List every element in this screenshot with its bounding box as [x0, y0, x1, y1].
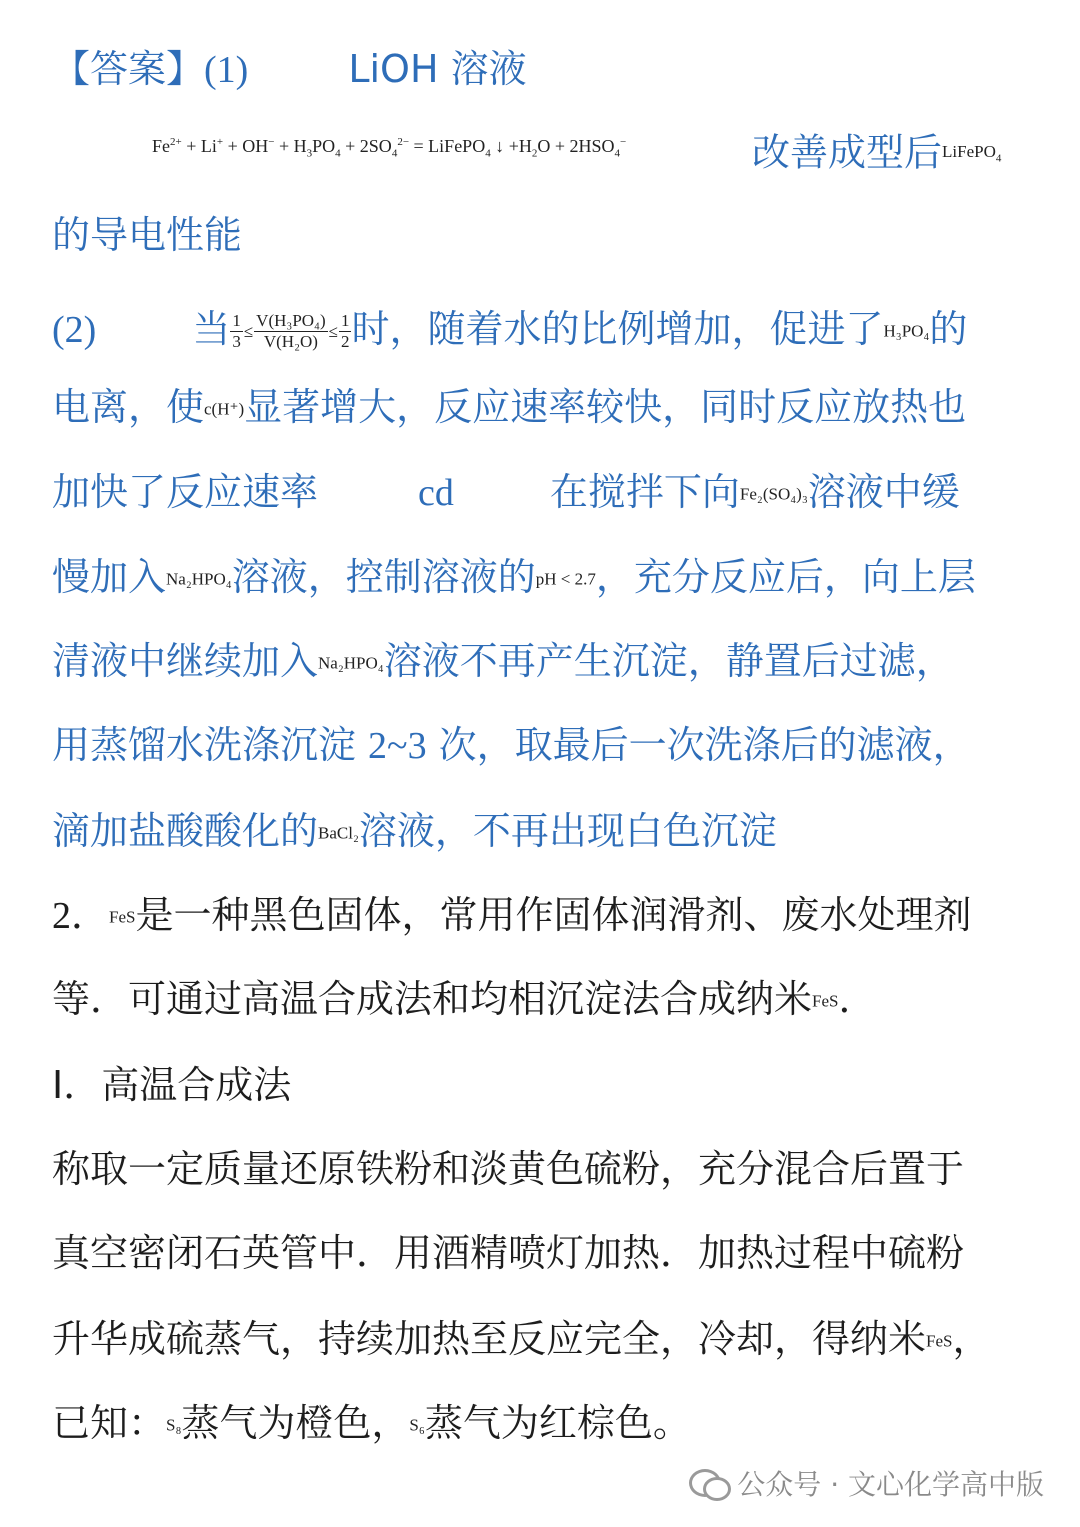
answer-cd: cd [418, 472, 454, 514]
answer-line-5: 电离，使c(H⁺)显著增大，反应速率较快，同时反应放热也 [52, 385, 967, 429]
answer-line-8: 清液中继续加入Na₂HPO₄溶液不再产生沉淀，静置后过滤， [52, 639, 954, 683]
reaction-equation: $Fe^{2+} + Li^+ + OH^- + H_3PO_4 + 2SO_4^{2-}$ = LiFePO$_4$ ↓ $+H_2O + 2HSO_4^-$ [152, 136, 627, 160]
formula-bacl2: BaCl₂ [318, 823, 359, 843]
question-number: 2． [52, 895, 110, 937]
paragraph-line-3: 升华成硫蒸气，持续加热至反应完全，冷却，得纳米FeS， [52, 1317, 991, 1361]
formula-c-h: c(H⁺) [204, 399, 245, 419]
question-2-line-1: 2．FeS是一种黑色固体，常用作固体润滑剂、废水处理剂 [52, 893, 972, 937]
paragraph-line-4: 已知：S₈蒸气为橙色，S₆蒸气为红棕色。 [52, 1401, 691, 1445]
formula-lifepo4: LiFePO$_4$ [942, 142, 1002, 165]
formula-fe2so43: Fe₂(SO₄)₃ [739, 484, 808, 504]
answer-line-7: 慢加入Na₂HPO₄溶液，控制溶液的pH < 2.7，充分反应后，向上层 [52, 555, 976, 599]
answer-line-6: 加快了反应速率 cd 在搅拌下向Fe₂(SO₄)₃溶液中缓 [52, 470, 960, 514]
fraction-high: $\frac{1}{2}$ [340, 311, 350, 351]
wechat-icon [689, 1467, 729, 1499]
answer-header: 【答案】 [52, 47, 205, 91]
paragraph-line-1: 称取一定质量还原铁粉和淡黄色硫粉，充分混合后置于 [52, 1147, 965, 1191]
answer-line-4: (2) 当 $\frac{1}{3}$ ≤ $\frac{\text{V(H₃PO₄)}}{\text{V(H₂O)}}$ ≤ $\frac{1}{2}$ 时，随着水的比例增加，促进了H₃PO₄的 [52, 307, 968, 351]
fraction-low: $\frac{1}{3}$ [232, 311, 241, 351]
formula-fes: FeS [109, 907, 136, 927]
part2-number: (2) [52, 309, 97, 351]
formula-s8: S₈ [166, 1415, 182, 1435]
watermark [689, 1463, 1044, 1503]
formula-s6: S₆ [409, 1415, 425, 1435]
question-2-line-2: 等．可通过高温合成法和均相沉淀法合成纳米FeS． [52, 977, 877, 1021]
answer-line-10: 滴加盐酸酸化的BaCl₂溶液，不再出现白色沉淀 [52, 809, 777, 853]
watermark-text: 公众号 · 文心化学高中版 [737, 1468, 1044, 1501]
section-heading-high-temp: I．高温合成法 [52, 1063, 292, 1107]
fraction-ratio: $\frac{\text{V(H₃PO₄)}}{\text{V(H₂O)}}$ [256, 311, 326, 351]
formula-na2hpo4-2: Na₂HPO₄ [318, 653, 384, 673]
formula-fes-3: FeS [926, 1331, 953, 1351]
answer-line-3: 的导电性能 [52, 213, 243, 257]
answer-line-9: 用蒸馏水洗涤沉淀 2~3 次，取最后一次洗涤后的滤液， [52, 723, 971, 767]
answer-heading-line [52, 44, 1028, 95]
part1-reagent: LiOH 溶液 [348, 47, 527, 91]
paragraph-line-2: 真空密闭石英管中．用酒精喷灯加热．加热过程中硫粉 [52, 1231, 965, 1275]
ph-condition: pH < 2.7 [535, 569, 596, 589]
part1-number: (1) [204, 49, 249, 91]
formula-na2hpo4: Na₂HPO₄ [166, 569, 232, 589]
wash-count: 2~3 [368, 725, 427, 767]
formula-fes-2: FeS [812, 991, 839, 1011]
answer-line-2: 改善成型后LiFePO$_4$ [752, 130, 1002, 175]
formula-h3po4: H₃PO₄ [883, 321, 930, 341]
